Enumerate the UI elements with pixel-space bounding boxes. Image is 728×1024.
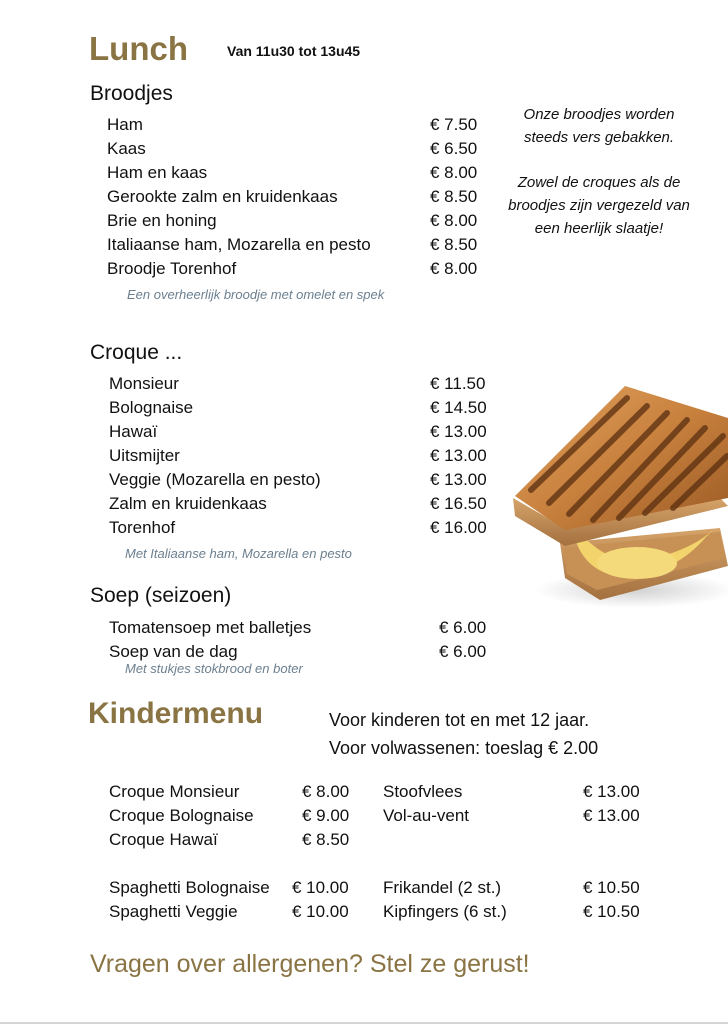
item-name: Vol-au-vent [383,806,469,825]
item-price: € 13.00 [583,782,640,801]
allergen-note: Vragen over allergenen? Stel ze gerust! [90,950,530,978]
list-item [109,616,489,640]
list-item [109,876,359,900]
item-name: Uitsmijter [109,446,180,465]
list-item [109,900,359,924]
side-note-salad: Zowel de croques als de broodjes zijn vergezeld van een heerlijk slaatje! [508,174,690,237]
item-price: € 10.50 [583,878,640,897]
item-name: Croque Monsieur [109,782,240,801]
item-name: Soep van de dag [109,642,238,661]
item-name: Zalm en kruidenkaas [109,494,267,513]
soep-list [109,616,489,664]
item-price: € 16.50 [430,494,487,513]
item-name: Bolognaise [109,398,194,417]
item-name: Torenhof [109,518,176,537]
item-price: € 13.00 [583,806,640,825]
broodjes-heading: Broodjes [90,82,173,105]
item-price: € 8.50 [302,830,350,849]
item-price: € 8.00 [430,211,478,230]
kindermenu-left-list [109,780,359,852]
item-price: € 8.50 [430,187,478,206]
item-name: Spaghetti Veggie [109,902,238,921]
item-name: Croque Hawaï [109,830,218,849]
list-item [107,137,487,161]
item-name: Croque Bolognaise [109,806,254,825]
item-price: € 13.00 [430,470,487,489]
item-name: Spaghetti Bolognaise [109,878,270,897]
list-item [109,828,359,852]
kindermenu-adult-info: Voor volwassenen: toeslag € 2.00 [329,738,599,758]
item-name: Brie en honing [107,211,217,230]
list-item [383,804,653,828]
kindermenu-left-list-2 [109,876,359,924]
croque-sandwich-image [505,378,728,610]
list-item [109,444,489,468]
list-item [109,468,489,492]
item-price: € 8.00 [302,782,350,801]
item-name: Italiaanse ham, Mozarella en pesto [107,235,371,254]
list-item [109,516,489,540]
item-name: Stoofvlees [383,782,463,801]
item-price: € 9.00 [302,806,350,825]
item-price: € 6.50 [430,139,478,158]
list-item [107,209,487,233]
list-item [109,780,359,804]
item-price: € 7.50 [430,115,478,134]
list-item [383,876,653,900]
item-price: € 14.50 [430,398,487,417]
kindermenu-age-info: Voor kinderen tot en met 12 jaar. [329,710,590,730]
item-price: € 8.00 [430,259,478,278]
item-price: € 13.00 [430,446,487,465]
list-item [109,396,489,420]
item-name: Hawaï [109,422,158,441]
item-name: Ham [107,115,143,134]
kindermenu-right-list [383,780,653,828]
item-name: Broodje Torenhof [107,259,237,278]
item-price: € 13.00 [430,422,487,441]
lunch-hours: Van 11u30 tot 13u45 [227,43,361,59]
broodjes-list [107,113,487,281]
broodjes-note: Een overheerlijk broodje met omelet en spek [127,287,385,302]
item-name: Monsieur [109,374,179,393]
item-price: € 10.50 [583,902,640,921]
item-price: € 11.50 [430,374,486,393]
list-item [107,233,487,257]
item-name: Veggie (Mozarella en pesto) [109,470,321,489]
list-item [109,804,359,828]
item-name: Tomatensoep met balletjes [109,618,312,637]
list-item [383,780,653,804]
item-price: € 10.00 [292,902,349,921]
kindermenu-title: Kindermenu [88,697,264,730]
list-item [109,492,489,516]
item-name: Ham en kaas [107,163,208,182]
list-item [107,185,487,209]
list-item [107,257,487,281]
item-price: € 8.50 [430,235,478,254]
list-item [383,900,653,924]
croque-list [109,372,489,540]
item-price: € 6.00 [439,642,487,661]
kindermenu-right-list-2 [383,876,653,924]
side-note-fresh: Onze broodjes worden steeds vers gebakken. [523,106,675,146]
soep-heading: Soep (seizoen) [90,584,232,607]
list-item [109,372,489,396]
item-name: Gerookte zalm en kruidenkaas [107,187,338,206]
list-item [107,113,487,137]
item-price: € 6.00 [439,618,487,637]
croque-heading: Croque ... [90,341,183,364]
item-price: € 8.00 [430,163,478,182]
item-price: € 10.00 [292,878,349,897]
item-name: Kipfingers (6 st.) [383,902,507,921]
croque-note: Met Italiaanse ham, Mozarella en pesto [125,546,352,561]
item-price: € 16.00 [430,518,487,537]
list-item [109,420,489,444]
item-name: Kaas [107,139,146,158]
item-name: Frikandel (2 st.) [383,878,502,897]
lunch-title: Lunch [89,30,188,67]
list-item [107,161,487,185]
soep-note: Met stukjes stokbrood en boter [125,661,303,676]
